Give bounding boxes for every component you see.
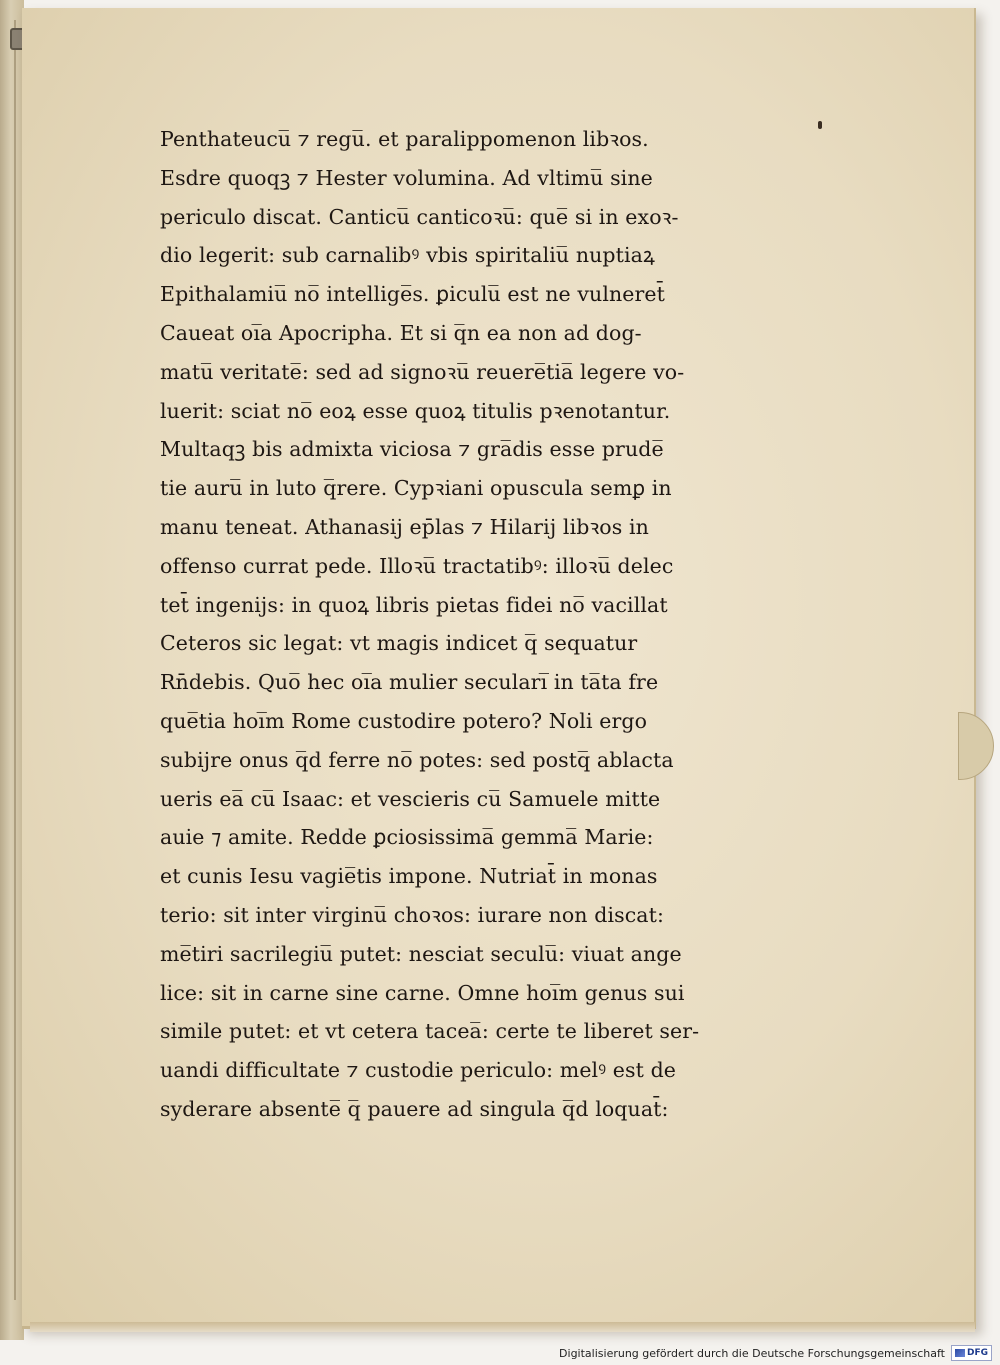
text-line: et cunis Iesu vagie̅tis impone. Nutriat̄ in monas (160, 864, 658, 889)
dfg-logo (951, 1345, 992, 1361)
text-line: Rn̄debis. Quo̅ hec oi̅a mulier seculari̅ in ta̅ta fre (160, 670, 659, 695)
text-line: uandi difficultate ⁊ custodie periculo: melꝰ est de (160, 1058, 677, 1083)
dfg-mark-icon (955, 1349, 965, 1357)
text-line: simile putet: et vt cetera tacea̅: certe te liberet ser- (160, 1019, 700, 1044)
text-line: syderare absente̅ q̅ pauere ad singula q̅d loquat̄: (160, 1096, 669, 1121)
text-line: Ceteros sic legat: vt magis indicet q̅ sequatur (160, 631, 638, 656)
page-tab (958, 712, 994, 780)
facing-page-edge (0, 0, 24, 1340)
text-line: Epithalamiu̅ no̅ intellige̅s. ꝑiculu̅ est ne vulneret̄ (160, 282, 665, 307)
text-line: subijre onus q̅d ferre no̅ potes: sed postq̅ ablacta (160, 747, 674, 772)
text-line: offenso currat pede. Illoꝛu̅ tractatibꝰ: illoꝛu̅ delec (160, 553, 674, 578)
text-line: periculo discat. Canticu̅ canticoꝛu̅: que̅ si in exoꝛ- (160, 204, 679, 229)
text-line: dio legerit: sub carnalibꝰ vbis spiritaliu̅ nuptiaꝝ (160, 243, 655, 268)
text-line: ueris ea̅ cu̅ Isaac: et vescieris cu̅ Samuele mitte (160, 786, 661, 811)
text-line: tet̄ ingenijs: in quoꝝ libris pietas fidei no̅ vacillat (160, 592, 668, 617)
text-line: que̅tia hoi̅m Rome custodire potero? Noli ergo (160, 708, 648, 733)
binding-line (14, 20, 16, 1300)
digitization-footer (559, 1345, 992, 1361)
text-line: me̅tiri sacrilegiu̅ putet: nesciat seculu̅: viuat ange (160, 941, 682, 966)
text-line: auie ⁊ amite. Redde ꝑciosissima̅ gemma̅ Marie: (160, 825, 654, 850)
incunable-text-block (160, 120, 720, 1129)
text-line: Caueat oi̅a Apocripha. Et si q̅n ea non ad dog- (160, 320, 642, 345)
text-line: Multaqꝫ bis admixta viciosa ⁊ gra̅dis esse prude̅ (160, 437, 664, 462)
dfg-logo-text: DFG (966, 1348, 988, 1358)
text-line: Esdre quoqꝫ ⁊ Hester volumina. Ad vltimu̅ sine (160, 165, 653, 190)
text-line: manu teneat. Athanasij ep̄las ⁊ Hilarij libꝛos in (160, 514, 649, 539)
ink-mark (818, 121, 822, 129)
text-line: luerit: sciat no̅ eoꝝ esse quoꝝ titulis pꝛenotantur. (160, 398, 671, 423)
text-line: tie auru̅ in luto q̅rere. Cypꝛiani opuscula semꝑ in (160, 476, 672, 501)
text-line: Penthateucu̅ ⁊ regu̅. et paralippomenon libꝛos. (160, 127, 649, 151)
text-line: lice: sit in carne sine carne. Omne hoi̅m genus sui (160, 980, 685, 1005)
funding-credit: Digitalisierung gefördert durch die Deutsche Forschungsgemeinschaft (559, 1346, 945, 1360)
text-line: matu̅ veritate̅: sed ad signoꝛu̅ reuere̅tia̅ legere vo- (160, 359, 685, 384)
text-line: terio: sit inter virginu̅ choꝛos: iurare non discat: (160, 902, 664, 927)
page-stack-edge (30, 1322, 975, 1332)
